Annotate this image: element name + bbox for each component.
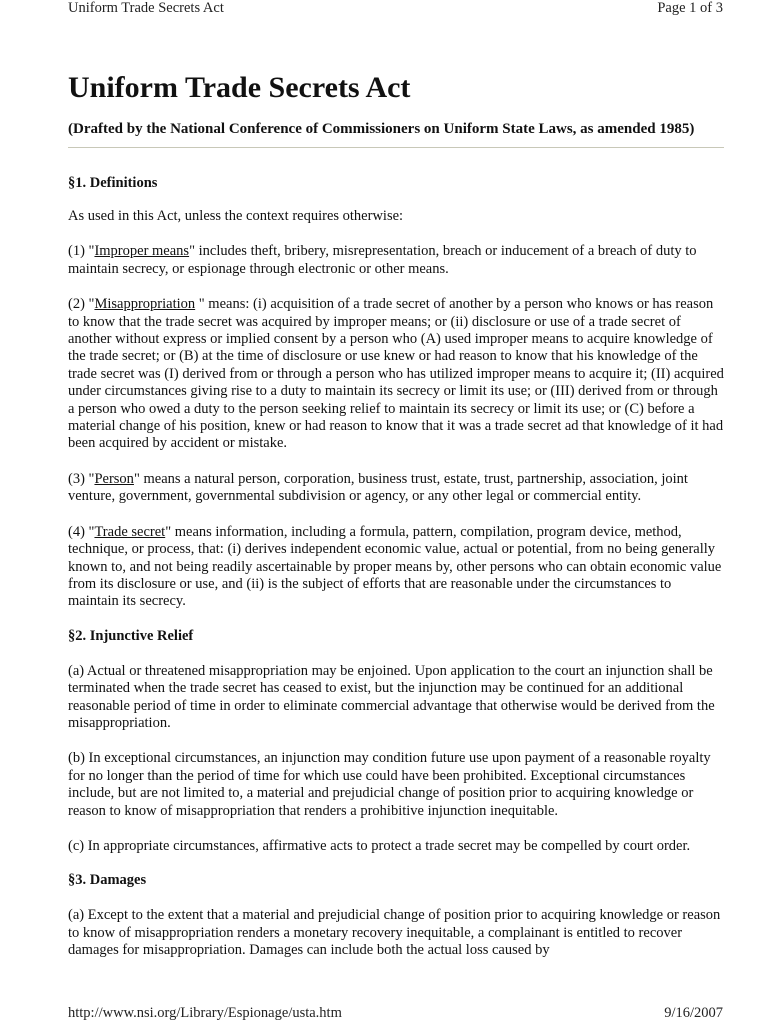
- term-misappropriation: Misappropriation: [94, 296, 196, 313]
- definition-trade-secret: (4) "Trade secret" means information, including a formula, pattern, compilation, program device, method, technique, or process, that: (i) derives independent economic value, actual or potential, from no being generally known to, and not being readily ascertainable by proper means by, other persons who can obtain economic value from its disclosure or use, and (ii) is the subject of efforts that are reasonable under the circumstances to maintain its secrecy.: [68, 523, 722, 610]
- section-2-paragraph-c: (c) In appropriate circumstances, affirmative acts to protect a trade secret may be compelled by court order.: [68, 837, 691, 854]
- section-3-heading: §3. Damages: [68, 872, 147, 889]
- header-page-number: Page 1 of 3: [657, 0, 723, 16]
- section-1-intro: As used in this Act, unless the context requires otherwise:: [68, 208, 404, 224]
- section-3-paragraph-a: (a) Except to the extent that a material and prejudicial change of position prior to acquiring knowledge or reason to know of misappropriation renders a monetary recovery inequitable, a complainant is entitled to recover damages for misappropriation. Damages can include both the actual loss caused by: [68, 907, 721, 959]
- page-subtitle: (Drafted by the National Conference of Commissioners on Uniform State Laws, as amended 1985): [68, 121, 695, 137]
- definition-improper-means: (1) "Improper means" includes theft, bribery, misrepresentation, breach or inducement of a breach of duty to maintain secrecy, or espionage through electronic or other means.: [68, 243, 697, 277]
- section-1-heading: §1. Definitions: [68, 175, 158, 191]
- definition-misappropriation: (2) "Misappropriation " means: (i) acquisition of a trade secret of another by a person who knows or has reason to know that the trade secret was acquired by improper means; or (ii) disclosure or use of a trade secret of another without express or implied consent by a person who (A) used improper means to acquire knowledge of the trade secret; or (B) at the time of disclosure or use knew or had reason to know that his knowledge of the trade secret was (I) derived from or through a person who has utilized improper means to acquire it; (II) acquired under circumstances giving rise to a duty to maintain its secrecy or limit its use; or (III) derived from or through a person who owed a duty to the person seeking relief to maintain its secrecy or limit its use; or (C) before a material change of his position, knew or had reason to know that it was a trade secret ad that knowledge of it had been acquired by accident or mistake.: [68, 296, 724, 452]
- term-improper-means: Improper means: [94, 243, 190, 260]
- title-divider: [68, 147, 724, 148]
- section-2-paragraph-a: (a) Actual or threatened misappropriation may be enjoined. Upon application to the court an injunction shall be terminated when the trade secret has ceased to exist, but the injunction may be continued for an additional reasonable period of time in order to eliminate commercial advantage that otherwise would be derived from the misappropriation.: [68, 662, 715, 731]
- section-2-heading: §2. Injunctive Relief: [68, 627, 194, 644]
- section-2-paragraph-b: (b) In exceptional circumstances, an injunction may condition future use upon payment of a reasonable royalty for no longer than the period of time for which use could have been prohibited. Exceptional circumstances include, but are not limited to, a material and prejudicial change of position prior to acquiring knowledge or reason to know of misappropriation that renders a prohibitive injunction inequitable.: [68, 750, 711, 819]
- header-doc-title: Uniform Trade Secrets Act: [68, 0, 224, 16]
- page-footer: [68, 1005, 723, 1022]
- page-title: Uniform Trade Secrets Act: [68, 71, 411, 104]
- document-body: [68, 66, 724, 960]
- definition-person: (3) "Person" means a natural person, corporation, business trust, estate, trust, partnership, association, joint venture, government, governmental subdivision or agency, or any other legal or commercial entity.: [68, 470, 688, 505]
- footer-url: http://www.nsi.org/Library/Espionage/usta.htm: [68, 1005, 342, 1021]
- page-header: [68, 0, 723, 17]
- term-person: Person: [94, 470, 134, 487]
- footer-date: 9/16/2007: [664, 1005, 723, 1021]
- term-trade-secret: Trade secret: [94, 523, 166, 540]
